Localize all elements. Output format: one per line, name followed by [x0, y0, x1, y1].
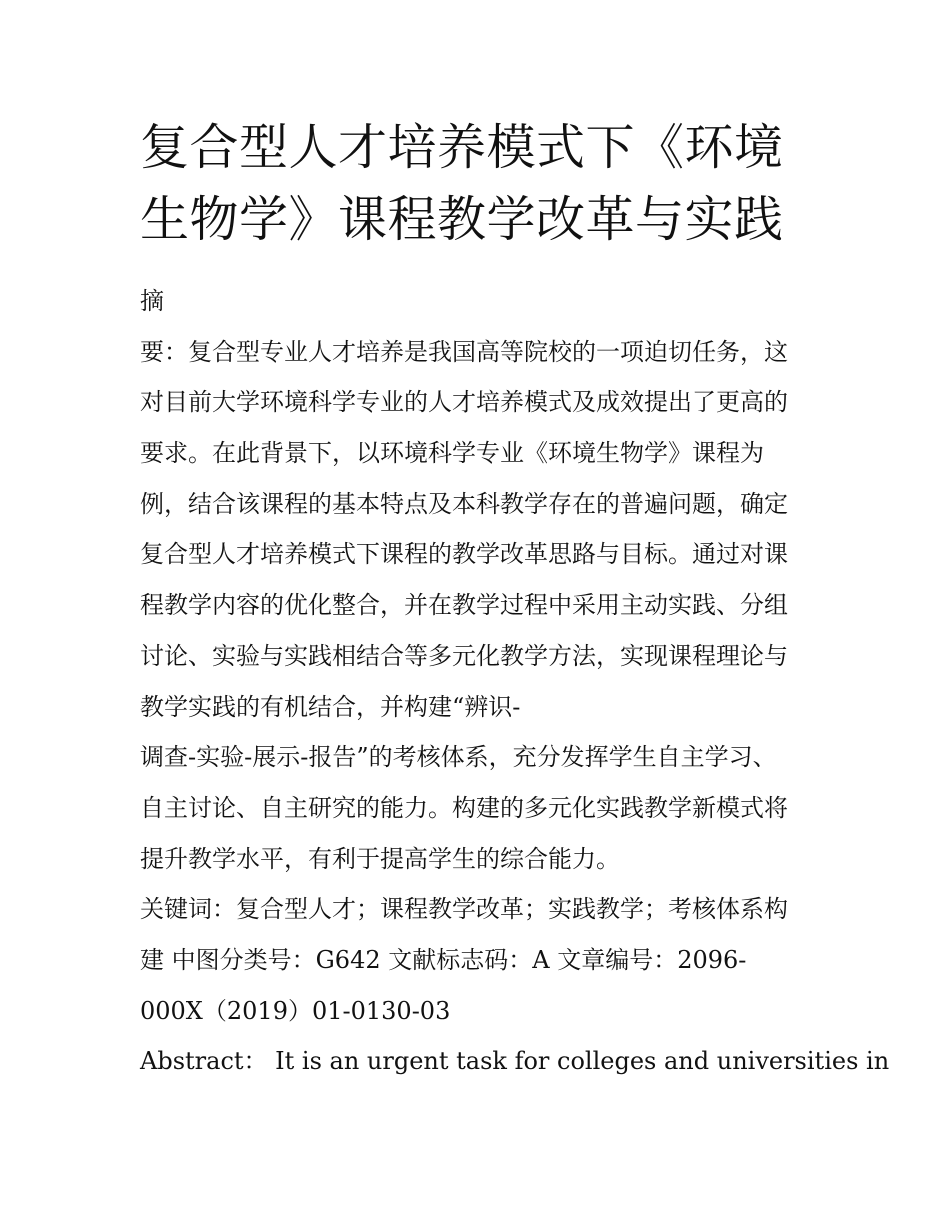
keywords-line: 建 中图分类号：G642 文献标志码：A 文章编号：2096- — [140, 945, 747, 974]
abstract-line: 提升教学水平，有利于提高学生的综合能力。 — [140, 844, 620, 873]
title-line: 复合型人才培养模式下《环境 — [140, 119, 784, 176]
title-line: 生物学》课程教学改革与实践 — [140, 191, 784, 248]
abstract-line: 摘 — [140, 287, 164, 315]
chinese-abstract — [140, 276, 820, 884]
abstract-line: 自主讨论、自主研究的能力。构建的多元化实践教学新模式将 — [140, 793, 788, 822]
abstract-line: 对目前大学环境科学专业的人才培养模式及成效提出了更高的 — [140, 388, 788, 417]
english-abstract — [140, 1036, 890, 1087]
abstract-line: 教学实践的有机结合，并构建“辨识- — [140, 692, 521, 721]
abstract-line: 调查-实验-展示-报告”的考核体系，充分发挥学生自主学习、 — [140, 743, 777, 772]
english-abstract-line: Abstract： It is an urgent task for colleges and universities in — [140, 1047, 890, 1076]
paper-title — [140, 112, 820, 256]
abstract-line: 例，结合该课程的基本特点及本科教学存在的普遍问题，确定 — [140, 489, 788, 518]
abstract-line: 讨论、实验与实践相结合等多元化教学方法，实现课程理论与 — [140, 641, 788, 670]
abstract-line: 要：复合型专业人才培养是我国高等院校的一项迫切任务，这 — [140, 337, 788, 366]
abstract-line: 要求。在此背景下，以环境科学专业《环境生物学》课程为 — [140, 439, 764, 468]
abstract-line: 程教学内容的优化整合，并在教学过程中采用主动实践、分组 — [140, 591, 788, 620]
keywords-line: 000X（2019）01-0130-03 — [140, 996, 451, 1025]
abstract-line: 复合型人才培养模式下课程的教学改革思路与目标。通过对课 — [140, 540, 788, 569]
paper-body — [140, 276, 890, 1087]
keywords-block — [140, 884, 820, 1036]
keywords-line: 关键词：复合型人才；课程教学改革；实践教学；考核体系构 — [140, 895, 788, 924]
